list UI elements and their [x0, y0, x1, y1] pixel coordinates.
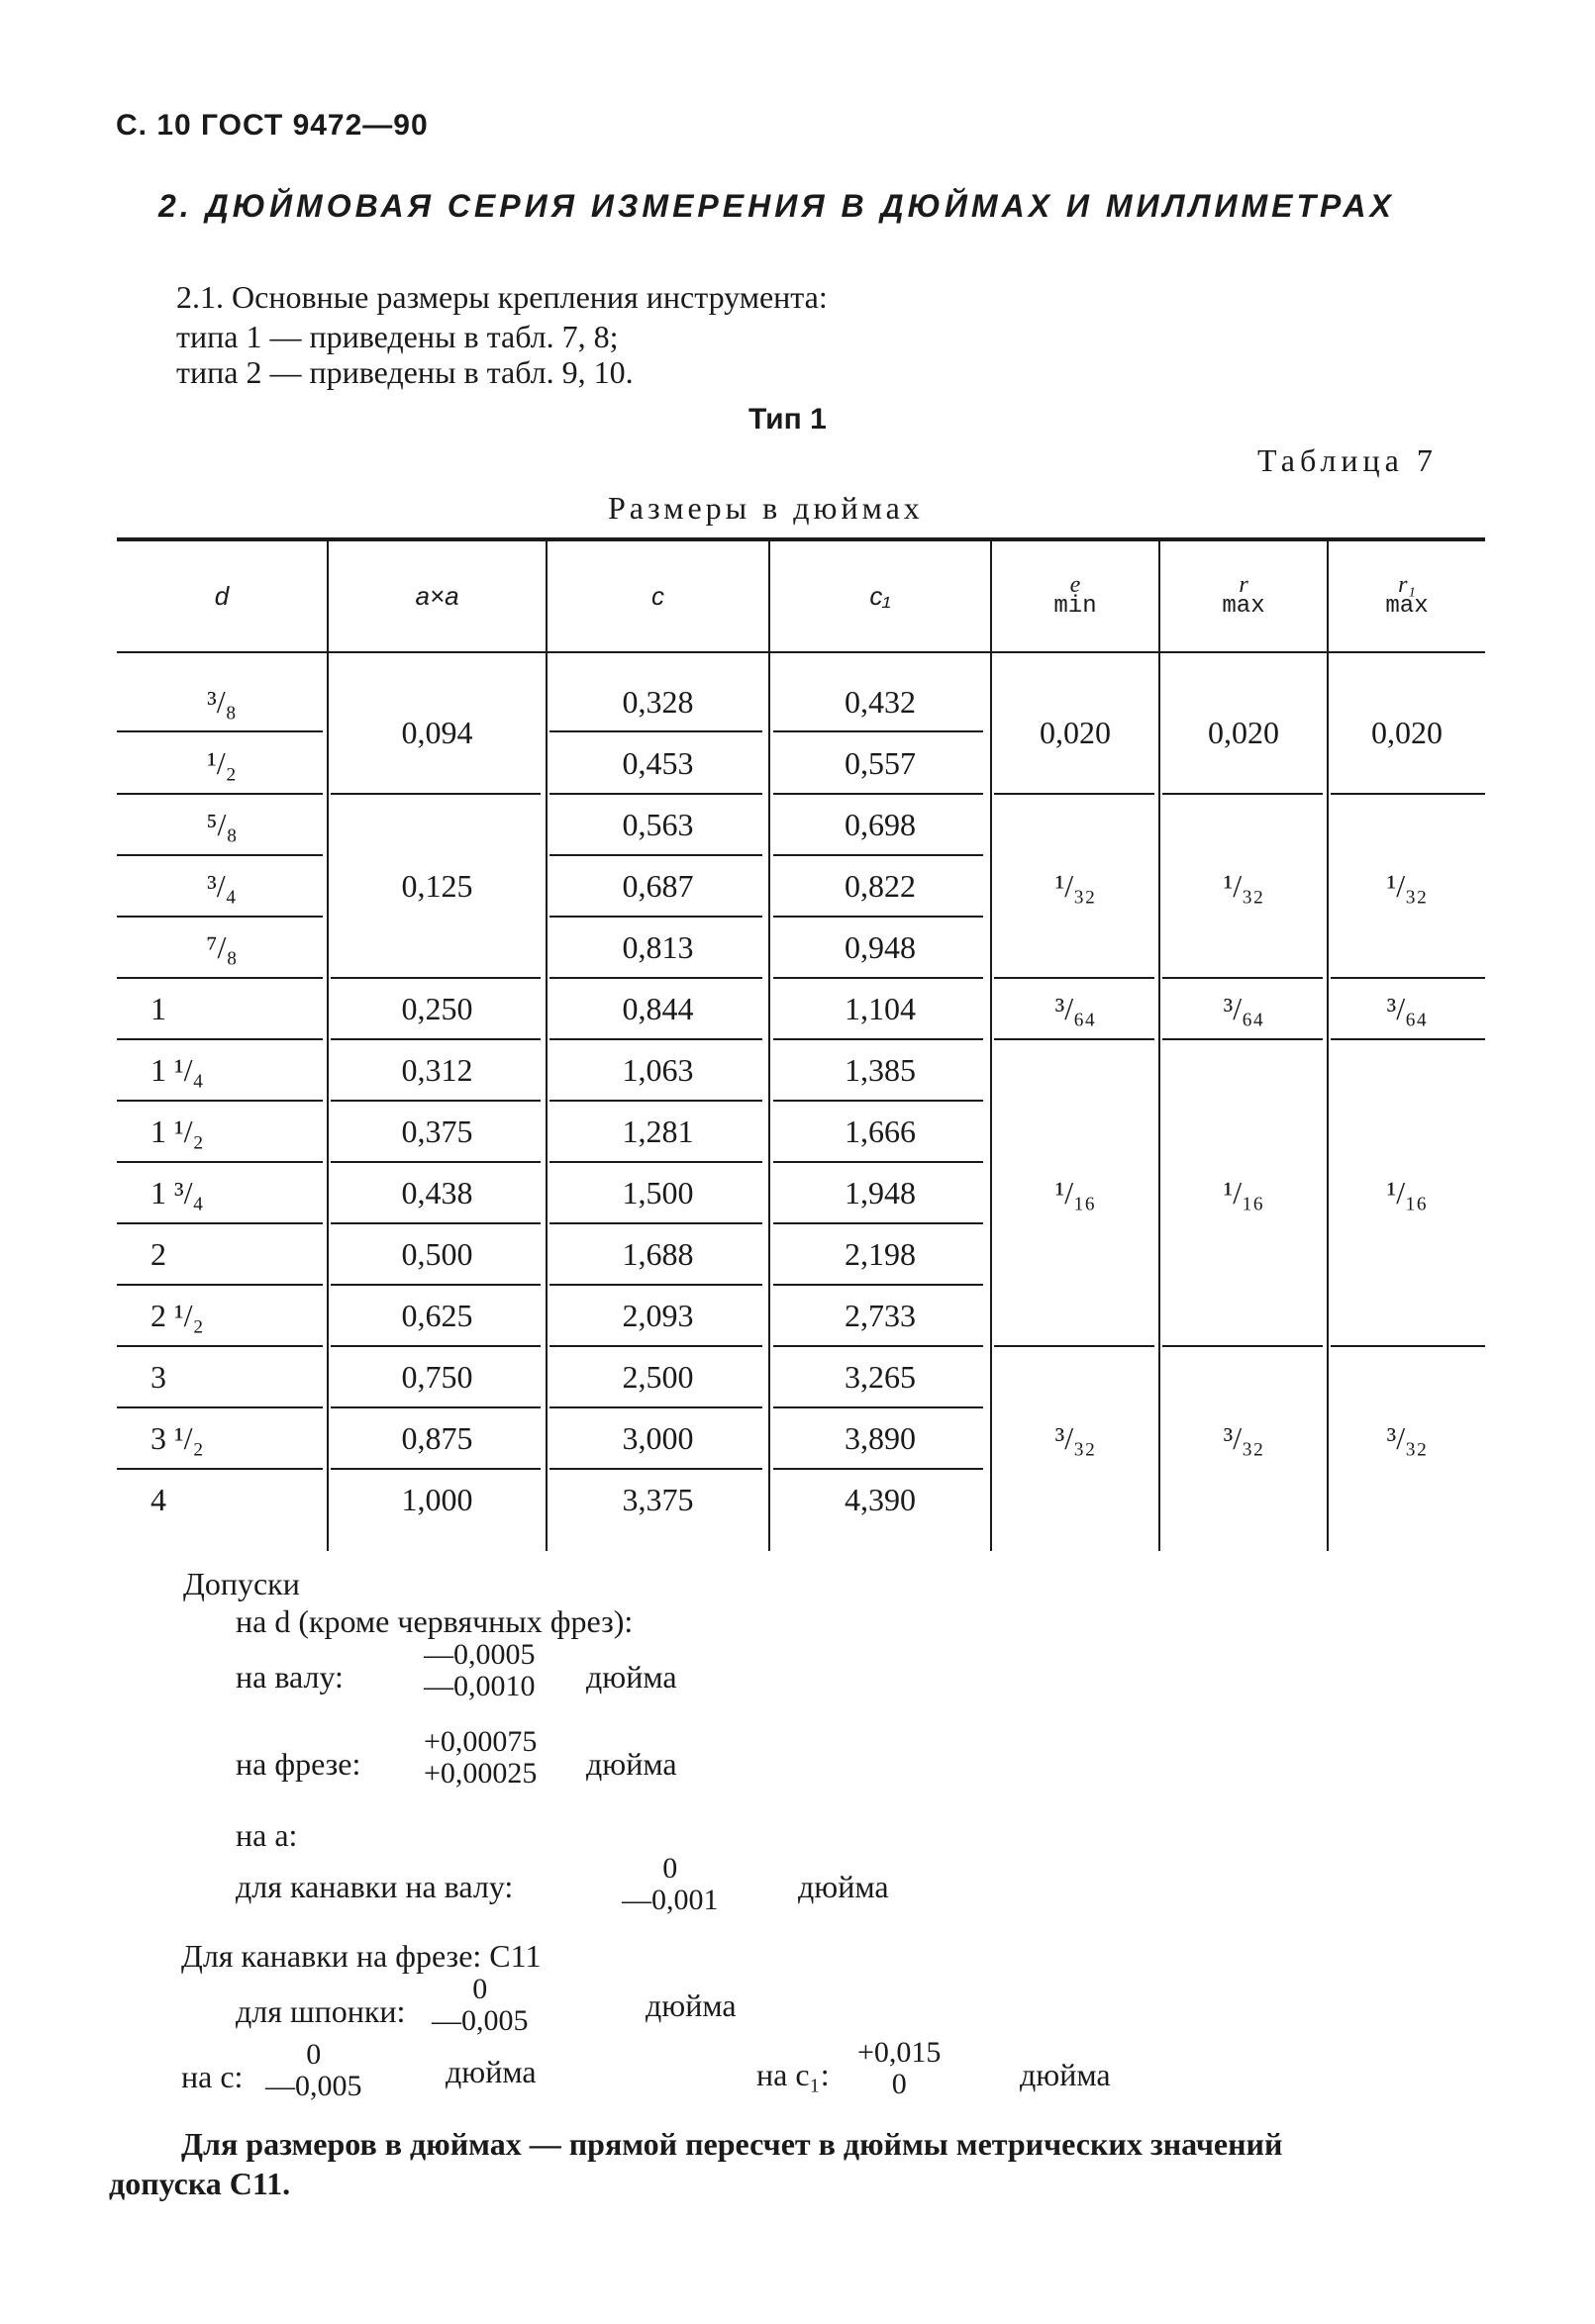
header-r-symbol: r — [1239, 572, 1248, 598]
cell-axa: 0,250 — [401, 990, 473, 1026]
page-header: С. 10 ГОСТ 9472—90 — [116, 109, 429, 142]
cell-r-max: ³/₆₄ — [1223, 990, 1264, 1026]
c-lower: —0,005 — [265, 2070, 362, 2102]
cell-axa: 0,375 — [401, 1113, 473, 1149]
cell-c1: 1,104 — [845, 990, 916, 1026]
cell-axa: 0,094 — [401, 715, 473, 750]
inch-unit: дюйма — [586, 1746, 677, 1782]
cell-c: 1,063 — [622, 1051, 694, 1088]
cell-c: 3,375 — [622, 1481, 694, 1517]
groove-shaft-upper: 0 — [662, 1852, 678, 1885]
cell-axa: 0,750 — [401, 1358, 473, 1395]
cell-c1: 0,557 — [845, 744, 916, 781]
cell-r1-max: ³/₃₂ — [1386, 1419, 1428, 1456]
header-c1: c₁ — [869, 581, 891, 611]
header-r1-symbol: r₁ — [1398, 572, 1416, 598]
cell-d: 2 ¹/₂ — [150, 1297, 204, 1333]
cell-d: 1 ¹/₂ — [150, 1113, 204, 1149]
table-header-rule — [117, 651, 1485, 653]
cell-axa: 0,438 — [401, 1174, 473, 1210]
cell-c1: 0,948 — [845, 928, 916, 965]
shaft-upper: —0,0005 — [424, 1638, 536, 1671]
section-title: 2. ДЮЙМОВАЯ СЕРИЯ ИЗМЕРЕНИЯ В ДЮЙМАХ И МИЛЛИМЕТРАХ — [158, 188, 1395, 224]
header-r1-max — [1329, 540, 1485, 651]
cell-e-min: ¹/₁₆ — [1054, 1174, 1096, 1210]
cell-c: 3,000 — [622, 1419, 694, 1456]
units-label: Размеры в дюймах — [608, 490, 924, 526]
intro-line-3: типа 2 — приведены в табл. 9, 10. — [176, 354, 634, 390]
cell-c: 1,281 — [622, 1113, 694, 1149]
cell-c1: 0,698 — [845, 806, 916, 842]
cell-r1-max: ³/₆₄ — [1386, 990, 1428, 1026]
cell-d: ³/₈ — [207, 683, 237, 720]
cell-e-min: ³/₃₂ — [1054, 1419, 1096, 1456]
cell-axa: 0,625 — [401, 1297, 473, 1333]
c1-lower: 0 — [891, 2068, 907, 2100]
cell-c: 2,500 — [622, 1358, 694, 1395]
key-tolerance — [432, 1974, 529, 2037]
tolerance-on-d: на d (кроме червячных фрез): — [236, 1603, 634, 1639]
cell-r-max: ¹/₁₆ — [1223, 1174, 1264, 1210]
intro-line-1: 2.1. Основные размеры крепления инструмента: — [176, 279, 828, 315]
cell-c: 0,687 — [622, 867, 694, 904]
tolerance-on-c-label: на c: — [181, 2059, 244, 2094]
cell-d: ³/₄ — [207, 867, 237, 904]
cell-d: ¹/₂ — [207, 744, 237, 781]
note-line-1: Для размеров в дюймах — прямой пересчет в дюймы метрических значений — [181, 2126, 1283, 2162]
cell-c: 0,563 — [622, 806, 694, 842]
cutter-lower: +0,00025 — [424, 1757, 538, 1790]
cutter-label: на фрезе: — [236, 1746, 361, 1782]
intro-line-2: типа 1 — приведены в табл. 7, 8; — [176, 319, 619, 354]
cell-d: 3 — [150, 1358, 166, 1395]
cell-c1: 2,198 — [845, 1235, 916, 1272]
groove-shaft-tolerance — [622, 1853, 719, 1916]
cell-axa: 1,000 — [401, 1481, 473, 1517]
cell-r-max: ¹/₃₂ — [1223, 867, 1264, 904]
cell-r-max: ³/₃₂ — [1223, 1419, 1264, 1456]
key-lower: —0,005 — [432, 2004, 529, 2037]
cell-c: 1,688 — [622, 1235, 694, 1272]
note-line-2: допуска С11. — [109, 2166, 291, 2201]
shaft-label: на валу: — [236, 1659, 344, 1695]
cell-c1: 0,432 — [845, 683, 916, 720]
cell-c: 0,844 — [622, 990, 694, 1026]
cell-c1: 1,666 — [845, 1113, 916, 1149]
shaft-lower: —0,0010 — [424, 1670, 536, 1702]
tolerance-on-c1-label: на c₁: — [756, 2057, 830, 2092]
cell-r1-max: 0,020 — [1371, 715, 1443, 750]
inch-unit: дюйма — [1020, 2057, 1111, 2092]
cutter-tolerance — [424, 1726, 537, 1790]
shaft-tolerance — [424, 1639, 536, 1702]
cell-c: 0,813 — [622, 928, 694, 965]
cell-e-min: ¹/₃₂ — [1054, 867, 1096, 904]
tolerances-title: Допуски — [183, 1566, 300, 1601]
cell-r1-max: ¹/₃₂ — [1386, 867, 1428, 904]
cell-e-min: 0,020 — [1040, 715, 1111, 750]
key-label: для шпонки: — [236, 1993, 406, 2029]
row-rule-c — [549, 730, 762, 732]
header-r1-sub: max — [1385, 593, 1429, 620]
cell-d: ⁵/₈ — [206, 806, 238, 842]
header-d: d — [214, 581, 230, 611]
groove-cutter-note: Для канавки на фрезе: С11 — [181, 1938, 542, 1974]
groove-shaft-label: для канавки на валу: — [236, 1869, 514, 1904]
inch-unit: дюйма — [798, 1869, 889, 1904]
cell-d: 1 — [150, 990, 166, 1026]
table-label: Таблица 7 — [1257, 442, 1438, 478]
cell-c1: 4,390 — [845, 1481, 916, 1517]
header-r-sub: max — [1222, 593, 1265, 620]
header-e-min — [992, 540, 1158, 651]
inch-unit: дюйма — [646, 1987, 737, 2023]
cell-d: 4 — [150, 1481, 166, 1517]
cell-d: 3 ¹/₂ — [150, 1419, 204, 1456]
cell-d: 1 ³/₄ — [150, 1174, 204, 1210]
cell-c1: 1,948 — [845, 1174, 916, 1210]
cell-axa: 0,125 — [401, 867, 473, 904]
cell-e-min: ³/₆₄ — [1054, 990, 1096, 1026]
row-rule-d — [117, 730, 323, 732]
cell-c1: 1,385 — [845, 1051, 916, 1088]
c-upper: 0 — [306, 2038, 322, 2071]
cell-r-max: 0,020 — [1208, 715, 1279, 750]
cell-axa: 0,312 — [401, 1051, 473, 1088]
cell-r1-max: ¹/₁₆ — [1386, 1174, 1428, 1210]
header-axa: a×a — [415, 581, 459, 611]
cell-c1: 2,733 — [845, 1297, 916, 1333]
c1-tolerance — [857, 2037, 941, 2100]
cell-c: 0,328 — [622, 683, 694, 720]
key-upper: 0 — [472, 1973, 488, 2005]
header-c: c — [651, 581, 664, 611]
header-e-sub: min — [1053, 593, 1097, 620]
cell-c: 0,453 — [622, 744, 694, 781]
c1-upper: +0,015 — [857, 2036, 942, 2069]
groove-shaft-lower: —0,001 — [622, 1884, 719, 1916]
cell-d: ⁷/₈ — [206, 928, 238, 965]
cell-d: 2 — [150, 1235, 166, 1272]
cell-c: 2,093 — [622, 1297, 694, 1333]
cutter-upper: +0,00075 — [424, 1725, 538, 1758]
header-r-max — [1160, 540, 1327, 651]
cell-c1: 0,822 — [845, 867, 916, 904]
cell-c1: 3,890 — [845, 1419, 916, 1456]
inch-unit: дюйма — [586, 1659, 677, 1695]
cell-c: 1,500 — [622, 1174, 694, 1210]
type-title: Тип 1 — [748, 403, 827, 436]
cell-axa: 0,500 — [401, 1235, 473, 1272]
cell-d: 1 ¹/₄ — [150, 1051, 204, 1088]
tolerance-on-a: на a: — [236, 1817, 298, 1853]
cell-c1: 3,265 — [845, 1358, 916, 1395]
inch-unit: дюйма — [446, 2054, 537, 2089]
c-tolerance — [265, 2039, 362, 2102]
header-e-symbol: e — [1069, 572, 1081, 598]
row-rule-c1 — [773, 730, 983, 732]
cell-axa: 0,875 — [401, 1419, 473, 1456]
